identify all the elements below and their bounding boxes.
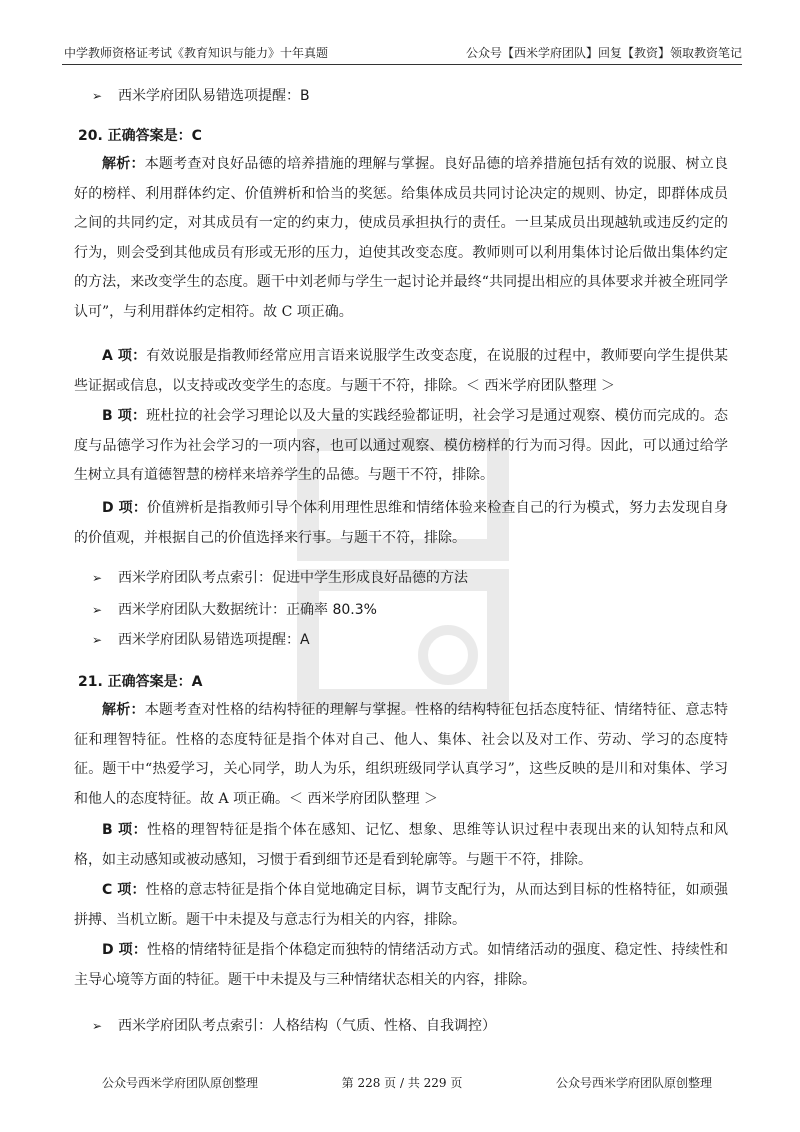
page-footer [62, 1074, 742, 1094]
footer-right-note: 公众号西米学府团队原创整理 [555, 1076, 712, 1090]
arrow-bullet-icon: ➢ [92, 603, 103, 617]
analysis-paragraph [74, 150, 728, 327]
option-b-paragraph [74, 816, 728, 875]
arrow-bullet-icon: ➢ [92, 571, 103, 585]
para-label: D 项： [102, 942, 148, 958]
bullet-text: 西米学府团队考点索引：促进中学生形成良好品德的方法 [118, 570, 468, 586]
para-label: B 项： [102, 822, 148, 838]
para-text: 班杜拉的社会学习理论以及大量的实践经验都证明，社会学习是通过观察、模仿而完成的。态度与品德学习作为社会学习的一项内容，也可以通过观察、模仿榜样的行为而习得。因此，可以通过给学生树立具有道德智慧的榜样来培养学生的品德。与题干不符，排除。 [74, 408, 729, 483]
option-c-paragraph [74, 876, 728, 935]
answer-heading: 21. 正确答案是：A [78, 674, 203, 690]
para-label: B 项： [102, 408, 147, 424]
option-a-paragraph [74, 342, 728, 401]
bullet-text: 西米学府团队易错选项提醒：A [118, 632, 310, 648]
page-number: 第 228 页 / 共 229 页 [341, 1076, 463, 1090]
para-label: D 项： [102, 500, 148, 516]
para-text: 本题考查对良好品德的培养措施的理解与掌握。良好品德的培养措施包括有效的说服、树立良好的榜样、利用群体约定、价值辨析和恰当的奖惩。给集体成员共同讨论决定的规则、协定，即群体成员之间的共同约定，对其成员有一定的约束力，使成员承担执行的责任。一旦某成员出现越轨或违反约定的行为，则会受到其他成员有形或无形的压力，迫使其改变态度。教师则可以利用集体讨论后做出集体约定的方法，来改变学生的态度。题干中刘老师与学生一起讨论并最终“共同提出相应的具体要求并被全班同学认可”，与利用群体约定相符。故 C 项正确。 [74, 156, 729, 320]
bullet-item [74, 568, 772, 588]
para-label: C 项： [102, 882, 146, 898]
answer-heading: 20. 正确答案是：C [78, 128, 202, 144]
para-text: 性格的意志特征是指个体自觉地确定目标，调节支配行为，从而达到目标的性格特征，如顽强拼搏、当机立断。题干中未提及与意志行为相关的内容，排除。 [74, 882, 728, 928]
option-d-paragraph [74, 494, 728, 553]
analysis-paragraph [74, 696, 728, 814]
arrow-bullet-icon: ➢ [92, 89, 103, 103]
para-label: A 项： [102, 348, 147, 364]
bullet-item [74, 630, 772, 650]
bullet-text: 西米学府团队大数据统计：正确率 80.3% [118, 602, 377, 618]
option-b-paragraph [74, 402, 728, 491]
bullet-text: 西米学府团队考点索引：人格结构（气质、性格、自我调控） [118, 1018, 496, 1034]
header-title: 中学教师资格证考试《教育知识与能力》十年真题 [64, 46, 329, 60]
page-header [62, 0, 742, 65]
option-d-paragraph [74, 936, 728, 995]
arrow-bullet-icon: ➢ [92, 633, 103, 647]
bullet-item [74, 86, 772, 106]
para-text: 有效说服是指教师经常应用言语来说服学生改变态度，在说服的过程中，教师要向学生提供某些证据或信息，以支持或改变学生的态度。与题干不符，排除。＜ 西米学府团队整理 ＞ [74, 348, 728, 394]
para-text: 性格的情绪特征是指个体稳定而独特的情绪活动方式。如情绪活动的强度、稳定性、持续性和主导心境等方面的特征。题干中未提及与三种情绪状态相关的内容，排除。 [74, 942, 729, 988]
para-text: 本题考查对性格的结构特征的理解与掌握。性格的结构特征包括态度特征、情绪特征、意志特征和理智特征。性格的态度特征是指个体对自己、他人、集体、社会以及对工作、劳动、学习的态度特征。题干中“热爱学习，关心同学，助人为乐，组织班级同学认真学习”，这些反映的是川和对集体、学习和他人的态度特征。故 A 项正确。＜ 西米学府团队整理 ＞ [74, 702, 729, 807]
header-promo: 公众号【西米学府团队】回复【教资】领取教资笔记 [465, 46, 742, 60]
footer-left-note: 公众号西米学府团队原创整理 [102, 1076, 259, 1090]
para-text: 性格的理智特征是指个体在感知、记忆、想象、思维等认识过程中表现出来的认知特点和风格，如主动感知或被动感知，习惯于看到细节还是看到轮廓等。与题干不符，排除。 [74, 822, 729, 868]
bullet-item [74, 1016, 772, 1036]
para-label: 解析： [102, 156, 145, 172]
para-text: 价值辨析是指教师引导个体利用理性思维和情绪体验来检查自己的行为模式，努力去发现自身的价值观，并根据自己的价值选择来行事。与题干不符，排除。 [74, 500, 729, 546]
bullet-text: 西米学府团队易错选项提醒：B [118, 88, 310, 104]
arrow-bullet-icon: ➢ [92, 1019, 103, 1033]
bullet-item [74, 600, 772, 620]
para-label: 解析： [102, 702, 145, 718]
